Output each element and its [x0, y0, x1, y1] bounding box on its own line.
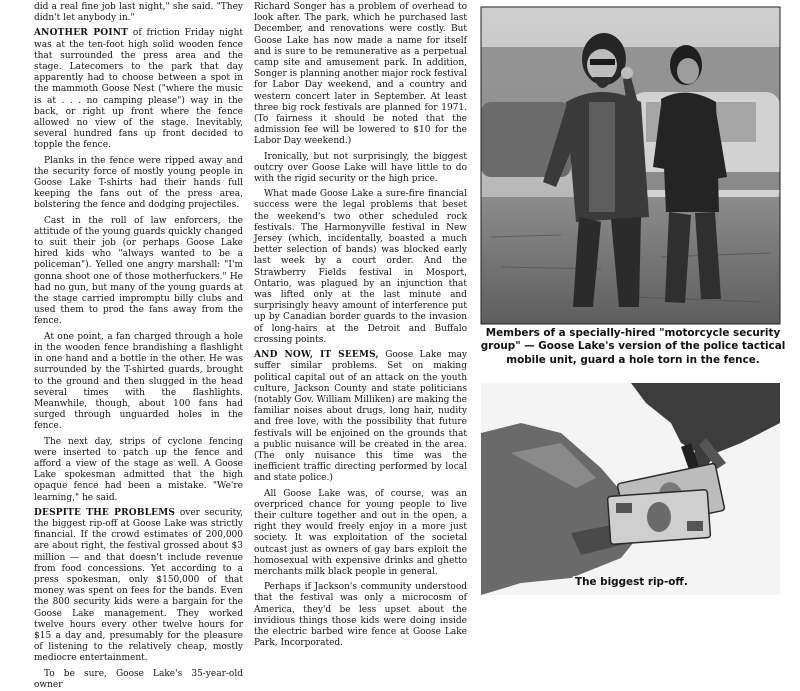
- money-hands-illustration: [481, 383, 780, 595]
- section-lead: ANOTHER POINT: [34, 28, 129, 39]
- section-lead: AND NOW, IT SEEMS,: [254, 350, 379, 361]
- paragraph: Cast in the roll of law enforcers, the attitude of the young guards quickly changed to suit their job (or perhaps Goose Lake hired kids who "always wanted to be a policeman"). Yelled one angry marshall: "I'm gonna shoot one of those motherfuckers." He had no gun, but many of the young guards at the stage carried impromptu billy clubs and used them to prod the fans away from the fence.: [34, 215, 243, 327]
- paragraph: The next day, strips of cyclone fencing were inserted to patch up the fence and afford a view of the stage as well. A Goose Lake spokesman admitted that the high opaque fence had been a mistake. "We're learning," he said.: [34, 436, 243, 503]
- paragraph: At one point, a fan charged through a hole in the wooden fence brandishing a flashlight in one hand and a bottle in the other. He was surrounded by the T-shirted guards, brought to the ground and then slugged in the head several times with the flashlights. Meanwhile, though, about 100 fans had surged through unguarded holes in the fence.: [34, 331, 243, 432]
- section-lead: DESPITE THE PROBLEMS: [34, 507, 176, 518]
- paragraph: What made Goose Lake a sure-fire financial success were the legal problems that beset the weekend's two other scheduled rock festivals. The Harmonyville festival in New Jersey (which, incidentally, boasted a much better selection of bands) was blocked early last week by a court order. And the Strawberry Fields festival in Mosport, Ontario, was plagued by an injunction that was lifted only at the last minute and surprisingly heavy amount of interference put up by Canadian border guards to the invasion of long-hairs at the Detroit and Buffalo crossing points.: [254, 189, 467, 345]
- article-column-middle: [254, 2, 467, 649]
- money-photo: [481, 383, 780, 595]
- paragraph-text: over security, the biggest rip-off at Goose Lake was strictly financial. If the crowd estimates of 200,000 are about right, the festival grossed about $3 million — and that doesn't include revenue from food concessions. Yet according to a press spokesman, only $150,000 of that money was spent on fees for the bands. Even the 800 security kids were a bargain for the Goose Lake management. They worked twelve hours every other twelve hours for $15 a day and, presumably for the pleasure of listening to the relatively cheap, mostly mediocre entertainment.: [34, 507, 243, 664]
- paragraph-text: of friction Friday night was at the ten-foot high solid wooden fence that surrounded the press area and the stage. Latecomers to the park that day apparently had to choose between a spot in the mammoth Goose Nest ("where the music is at . . . no camping please") way in the back, or right up front where the fence allowed no view of the stage. Inevitably, several hundred fans up front decided to topple the fence.: [34, 28, 243, 151]
- paragraph-text: Goose Lake may suffer similar problems. Set on making political capital out of an attack on the youth culture, Jackson County and state politicians (notably Gov. William Milliken) are making the familiar noises about drugs, long hair, nudity and free love, with the possibility that future festivals will be enjoined on the grounds that a public nuisance will be created in the area. (The only nuisance this time was the inefficient traffic directing performed by local and state police.): [254, 350, 467, 484]
- article-column-left: [34, 2, 243, 690]
- money-photo-caption: The biggest rip-off.: [575, 576, 688, 588]
- paragraph: Perhaps if Jackson's community understood that the festival was only a microcosm of America, they'd be less upset about the invidious things those kids were doing inside the electric barbed wire fence at Goose Lake Park, Incorporated.: [254, 582, 467, 649]
- security-guards-illustration: [481, 7, 780, 324]
- paragraph: [34, 508, 243, 665]
- paragraph: Planks in the fence were ripped away and the security force of mostly young people in Goose Lake T-shirts had their hands full keeping the fans out of the press area, bolstering the fence and dodging projectiles.: [34, 155, 243, 211]
- security-guards-photo: [481, 7, 780, 324]
- paragraph: To be sure, Goose Lake's 35-year-old owner: [34, 668, 243, 690]
- paragraph: Ironically, but not surprisingly, the biggest outcry over Goose Lake will have little to do with the rigid security or the high price.: [254, 151, 467, 185]
- paragraph: did a real fine job last night," she said. "They didn't let anybody in.": [34, 2, 243, 24]
- paragraph: [34, 28, 243, 151]
- paragraph: [254, 350, 467, 484]
- security-photo-caption: Members of a specially-hired "motorcycle security group" — Goose Lake's version of the police tactical mobile unit, guard a hole torn in the fence.: [480, 327, 786, 366]
- paragraph: Richard Songer has a problem of overhead to look after. The park, which he purchased last December, and renovations were costly. But Goose Lake has now made a name for itself and is sure to be remunerative as a perpetual camp site and amusement park. In addition, Songer is planning another major rock festival for Labor Day weekend, and a country and western concert later in September. At least three big rock festivals are planned for 1971. (To fairness it should be noted that the admission fee will be lowered to $10 for the Labor Day weekend.): [254, 2, 467, 147]
- paragraph: All Goose Lake was, of course, was an overpriced chance for young people to live their culture together and out in the open, a right they would freely enjoy in a more just society. It was exploitation of the societal outcast just as owners of gay bars exploit the homosexual with expensive drinks and ghetto merchants milk black people in general.: [254, 488, 467, 577]
